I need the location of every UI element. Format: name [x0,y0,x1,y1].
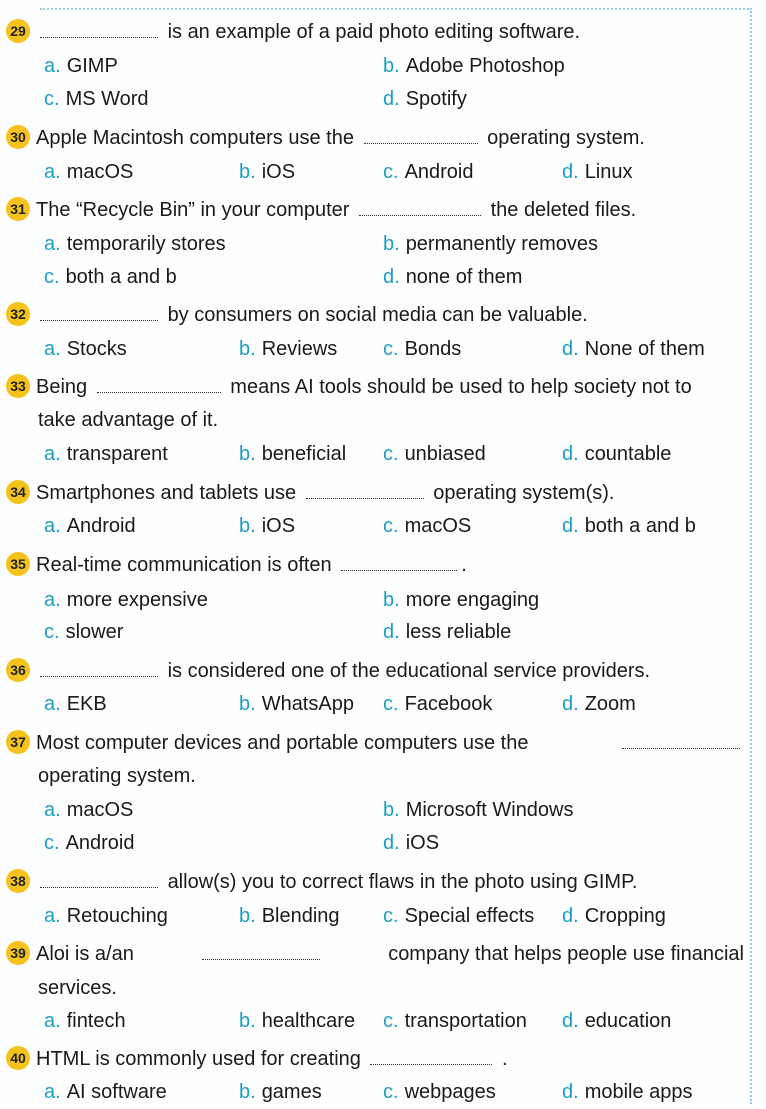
question-text: HTML is commonly used for creating [36,1048,361,1070]
answer-blank [306,484,424,499]
answer-blank [202,945,320,960]
question-text: Aloi is a/an [36,943,134,965]
question-text-after: company that helps people use financial [388,943,744,965]
option-a[interactable]: a. macOS [44,799,134,821]
question-40 [6,1043,744,1076]
option-c[interactable]: c. unbiased [383,443,486,465]
option-c[interactable]: c. transportation [383,1010,527,1032]
option-b[interactable]: b. more engaging [383,589,540,611]
option-b[interactable]: b. healthcare [239,1010,356,1032]
question-text: Most computer devices and portable computers use the [36,732,529,754]
question-39 [6,938,744,971]
option-a[interactable]: a. Android [44,515,136,537]
question-number-badge: 34 [6,480,30,504]
question-36 [6,655,744,688]
question-number-badge: 30 [6,125,30,149]
option-d[interactable]: d. both a and b [562,515,696,537]
option-b[interactable]: b. beneficial [239,443,347,465]
answer-blank [40,23,158,38]
question-33-continuation: take advantage of it. [38,409,219,431]
question-39-continuation: services. [38,977,117,999]
option-a[interactable]: a. GIMP [44,55,118,77]
options-31-row2 [44,261,742,294]
options-40 [44,1076,742,1109]
answer-blank [40,873,158,888]
question-number-badge: 31 [6,197,30,221]
option-b[interactable]: b. Microsoft Windows [383,799,574,821]
option-a[interactable]: a. temporarily stores [44,233,226,255]
option-d[interactable]: d. Zoom [562,693,636,715]
option-d[interactable]: d. iOS [383,832,440,854]
question-text-after: operating system(s). [433,482,615,504]
question-number-badge: 32 [6,302,30,326]
answer-blank [40,306,158,321]
question-text: The “Recycle Bin” in your computer [36,199,350,221]
answer-blank [359,201,481,216]
option-d[interactable]: d. education [562,1010,672,1032]
option-a[interactable]: a. macOS [44,161,134,183]
option-a[interactable]: a. AI software [44,1081,167,1103]
question-text: by consumers on social media can be valuable. [167,304,588,326]
question-29 [6,16,744,49]
question-number-badge: 38 [6,869,30,893]
option-d[interactable]: d. countable [562,443,672,465]
question-number-badge: 40 [6,1046,30,1070]
question-number-badge: 36 [6,658,30,682]
options-39 [44,1005,742,1038]
option-d[interactable]: d. Spotify [383,88,467,110]
answer-blank [341,556,457,571]
option-b[interactable]: b. iOS [239,161,296,183]
option-c[interactable]: c. webpages [383,1081,496,1103]
options-36 [44,688,742,721]
option-b[interactable]: b. Reviews [239,338,338,360]
question-text: Being [36,376,88,398]
question-text: is an example of a paid photo editing software. [167,21,581,43]
option-d[interactable]: d. Linux [562,161,633,183]
option-a[interactable]: a. Stocks [44,338,127,360]
question-35 [6,549,744,582]
option-a[interactable]: a. more expensive [44,589,208,611]
dotted-border-top [40,8,752,10]
option-b[interactable]: b. games [239,1081,322,1103]
answer-blank [364,129,478,144]
options-33 [44,438,742,471]
option-b[interactable]: b. WhatsApp [239,693,354,715]
answer-blank [97,378,221,393]
option-b[interactable]: b. iOS [239,515,296,537]
question-text: is considered one of the educational service providers. [167,660,651,682]
question-number-badge: 39 [6,941,30,965]
option-a[interactable]: a. EKB [44,693,107,715]
question-33 [6,371,744,404]
options-30 [44,156,742,189]
question-text-after: means AI tools should be used to help society not to [230,376,692,398]
options-35 [44,584,742,617]
options-29 [44,50,742,83]
question-text-after: . [461,554,467,576]
option-a[interactable]: a. transparent [44,443,168,465]
option-b[interactable]: b. Adobe Photoshop [383,55,565,77]
option-d[interactable]: d. None of them [562,338,705,360]
question-number-badge: 33 [6,374,30,398]
option-c[interactable]: c. macOS [383,515,472,537]
option-c[interactable]: c. both a and b [44,266,177,288]
option-c[interactable]: c. slower [44,621,124,643]
option-c[interactable]: c. Bonds [383,338,462,360]
option-b[interactable]: b. Blending [239,905,340,927]
option-d[interactable]: d. none of them [383,266,523,288]
question-text-after: operating system. [487,127,645,149]
question-38 [6,866,744,899]
option-b[interactable]: b. permanently removes [383,233,598,255]
option-c[interactable]: c. Facebook [383,693,493,715]
question-31 [6,194,744,227]
answer-blank [40,662,158,677]
question-text: Real-time communication is often [36,554,332,576]
option-c[interactable]: c. Android [44,832,135,854]
option-c[interactable]: c. Android [383,161,474,183]
option-c[interactable]: c. Special effects [383,905,535,927]
options-29-row2 [44,83,742,116]
option-d[interactable]: d. less reliable [383,621,512,643]
options-34 [44,510,742,543]
option-c[interactable]: c. MS Word [44,88,149,110]
options-38 [44,900,742,933]
answer-blank [622,734,740,749]
option-a[interactable]: a. Retouching [44,905,168,927]
options-31 [44,228,742,261]
question-number-badge: 37 [6,730,30,754]
answer-blank [370,1050,492,1065]
question-37 [6,727,744,760]
option-d[interactable]: d. mobile apps [562,1081,693,1103]
question-text: allow(s) you to correct flaws in the photo using GIMP. [167,871,638,893]
question-37-continuation: operating system. [38,765,196,787]
option-a[interactable]: a. fintech [44,1010,126,1032]
question-number-badge: 29 [6,19,30,43]
options-35-row2 [44,616,742,649]
options-37 [44,794,742,827]
question-text: Apple Macintosh computers use the [36,127,354,149]
question-text-after: the deleted files. [490,199,637,221]
question-text-after: . [502,1048,508,1070]
question-number-badge: 35 [6,552,30,576]
question-32 [6,299,744,332]
option-d[interactable]: d. Cropping [562,905,666,927]
question-30 [6,122,744,155]
options-37-row2 [44,827,742,860]
question-34 [6,477,744,510]
question-text: Smartphones and tablets use [36,482,297,504]
options-32 [44,333,742,366]
dotted-border-right [750,8,752,1104]
